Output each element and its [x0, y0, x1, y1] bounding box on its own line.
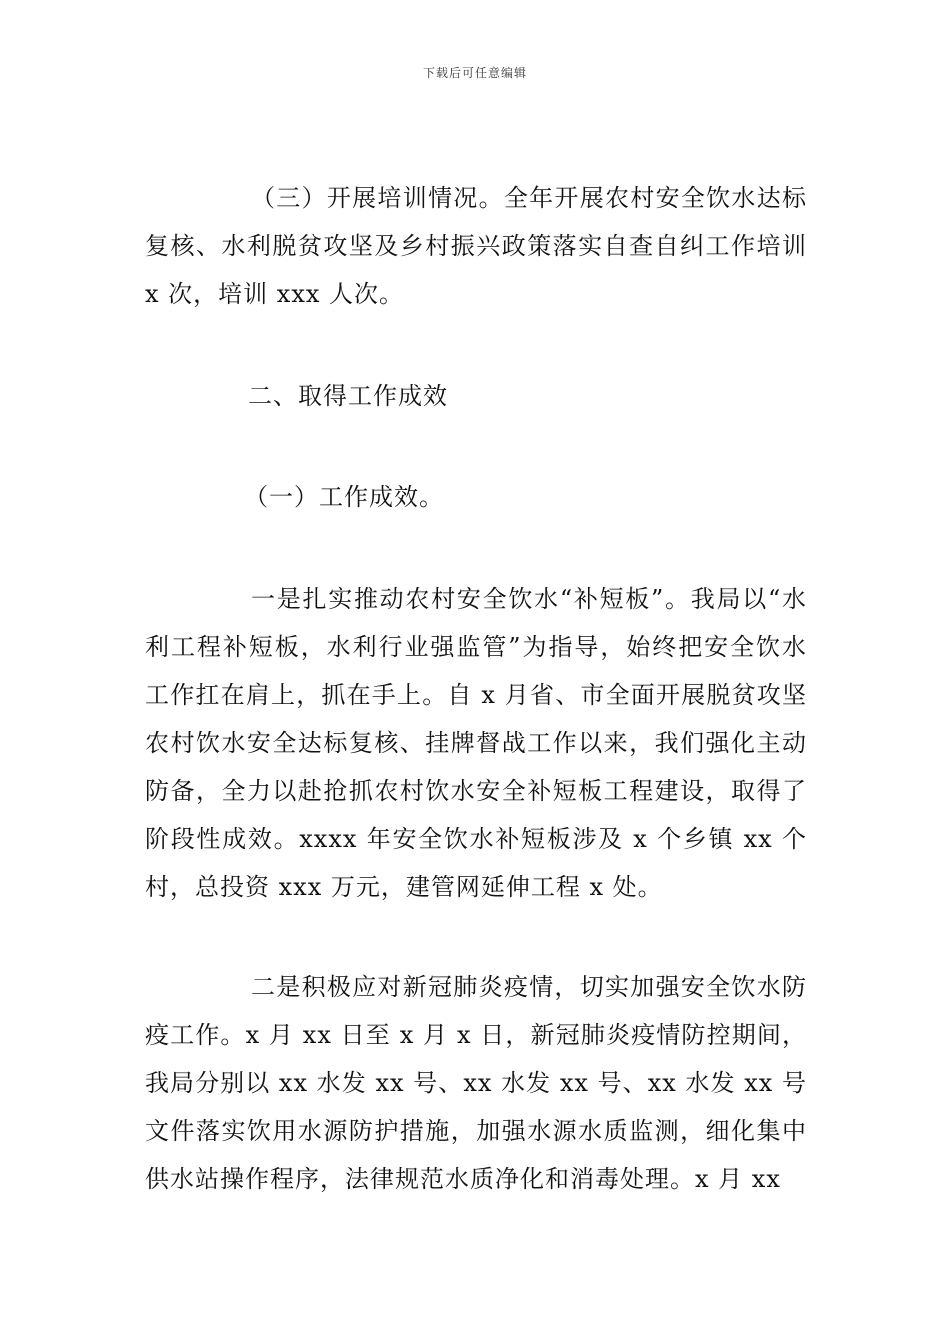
spacer	[145, 420, 807, 473]
spacer	[145, 521, 807, 575]
paragraph-training: （三）开展培训情况。全年开展农村安全饮水达标复核、水利脱贫攻坚及乡村振兴政策落实自查自纠工作培训 x 次，培训 xxx 人次。	[145, 184, 807, 308]
section-heading: 二、取得工作成效	[248, 382, 448, 410]
page-header: 下载后可任意编辑	[422, 66, 527, 80]
spacer	[145, 318, 807, 372]
document-body	[145, 174, 807, 1203]
paragraph-second-achievement: 二是积极应对新冠肺炎疫情，切实加强安全饮水防疫工作。x 月 xx 日至 x 月 x 日，新冠肺炎疫情防控期间，我局分别以 xx 水发 xx 号、xx 水发 xx 号、xx 水发 xx 号文件落实饮用水源防护措施，加强水源水质监测，细化集中供水站操作程序，法律规范水质净化和消毒处理。x 月 xx	[145, 973, 807, 1193]
paragraph-first-achievement: 一是扎实推动农村安全饮水“补短板”。我局以“水利工程补短板，水利行业强监管”为指导，始终把安全饮水工作扛在肩上，抓在手上。自 x 月省、市全面开展脱贫攻坚农村饮水安全达标复核、挂牌督战工作以来，我们强化主动防备，全力以赴抢抓农村饮水安全补短板工程建设，取得了阶段性成效。xxxx 年安全饮水补短板涉及 x 个乡镇 xx 个村，总投资 xxx 万元，建管网延伸工程 x 处。	[145, 585, 807, 901]
subsection-heading: （一）工作成效。	[244, 483, 444, 511]
spacer	[145, 911, 807, 963]
